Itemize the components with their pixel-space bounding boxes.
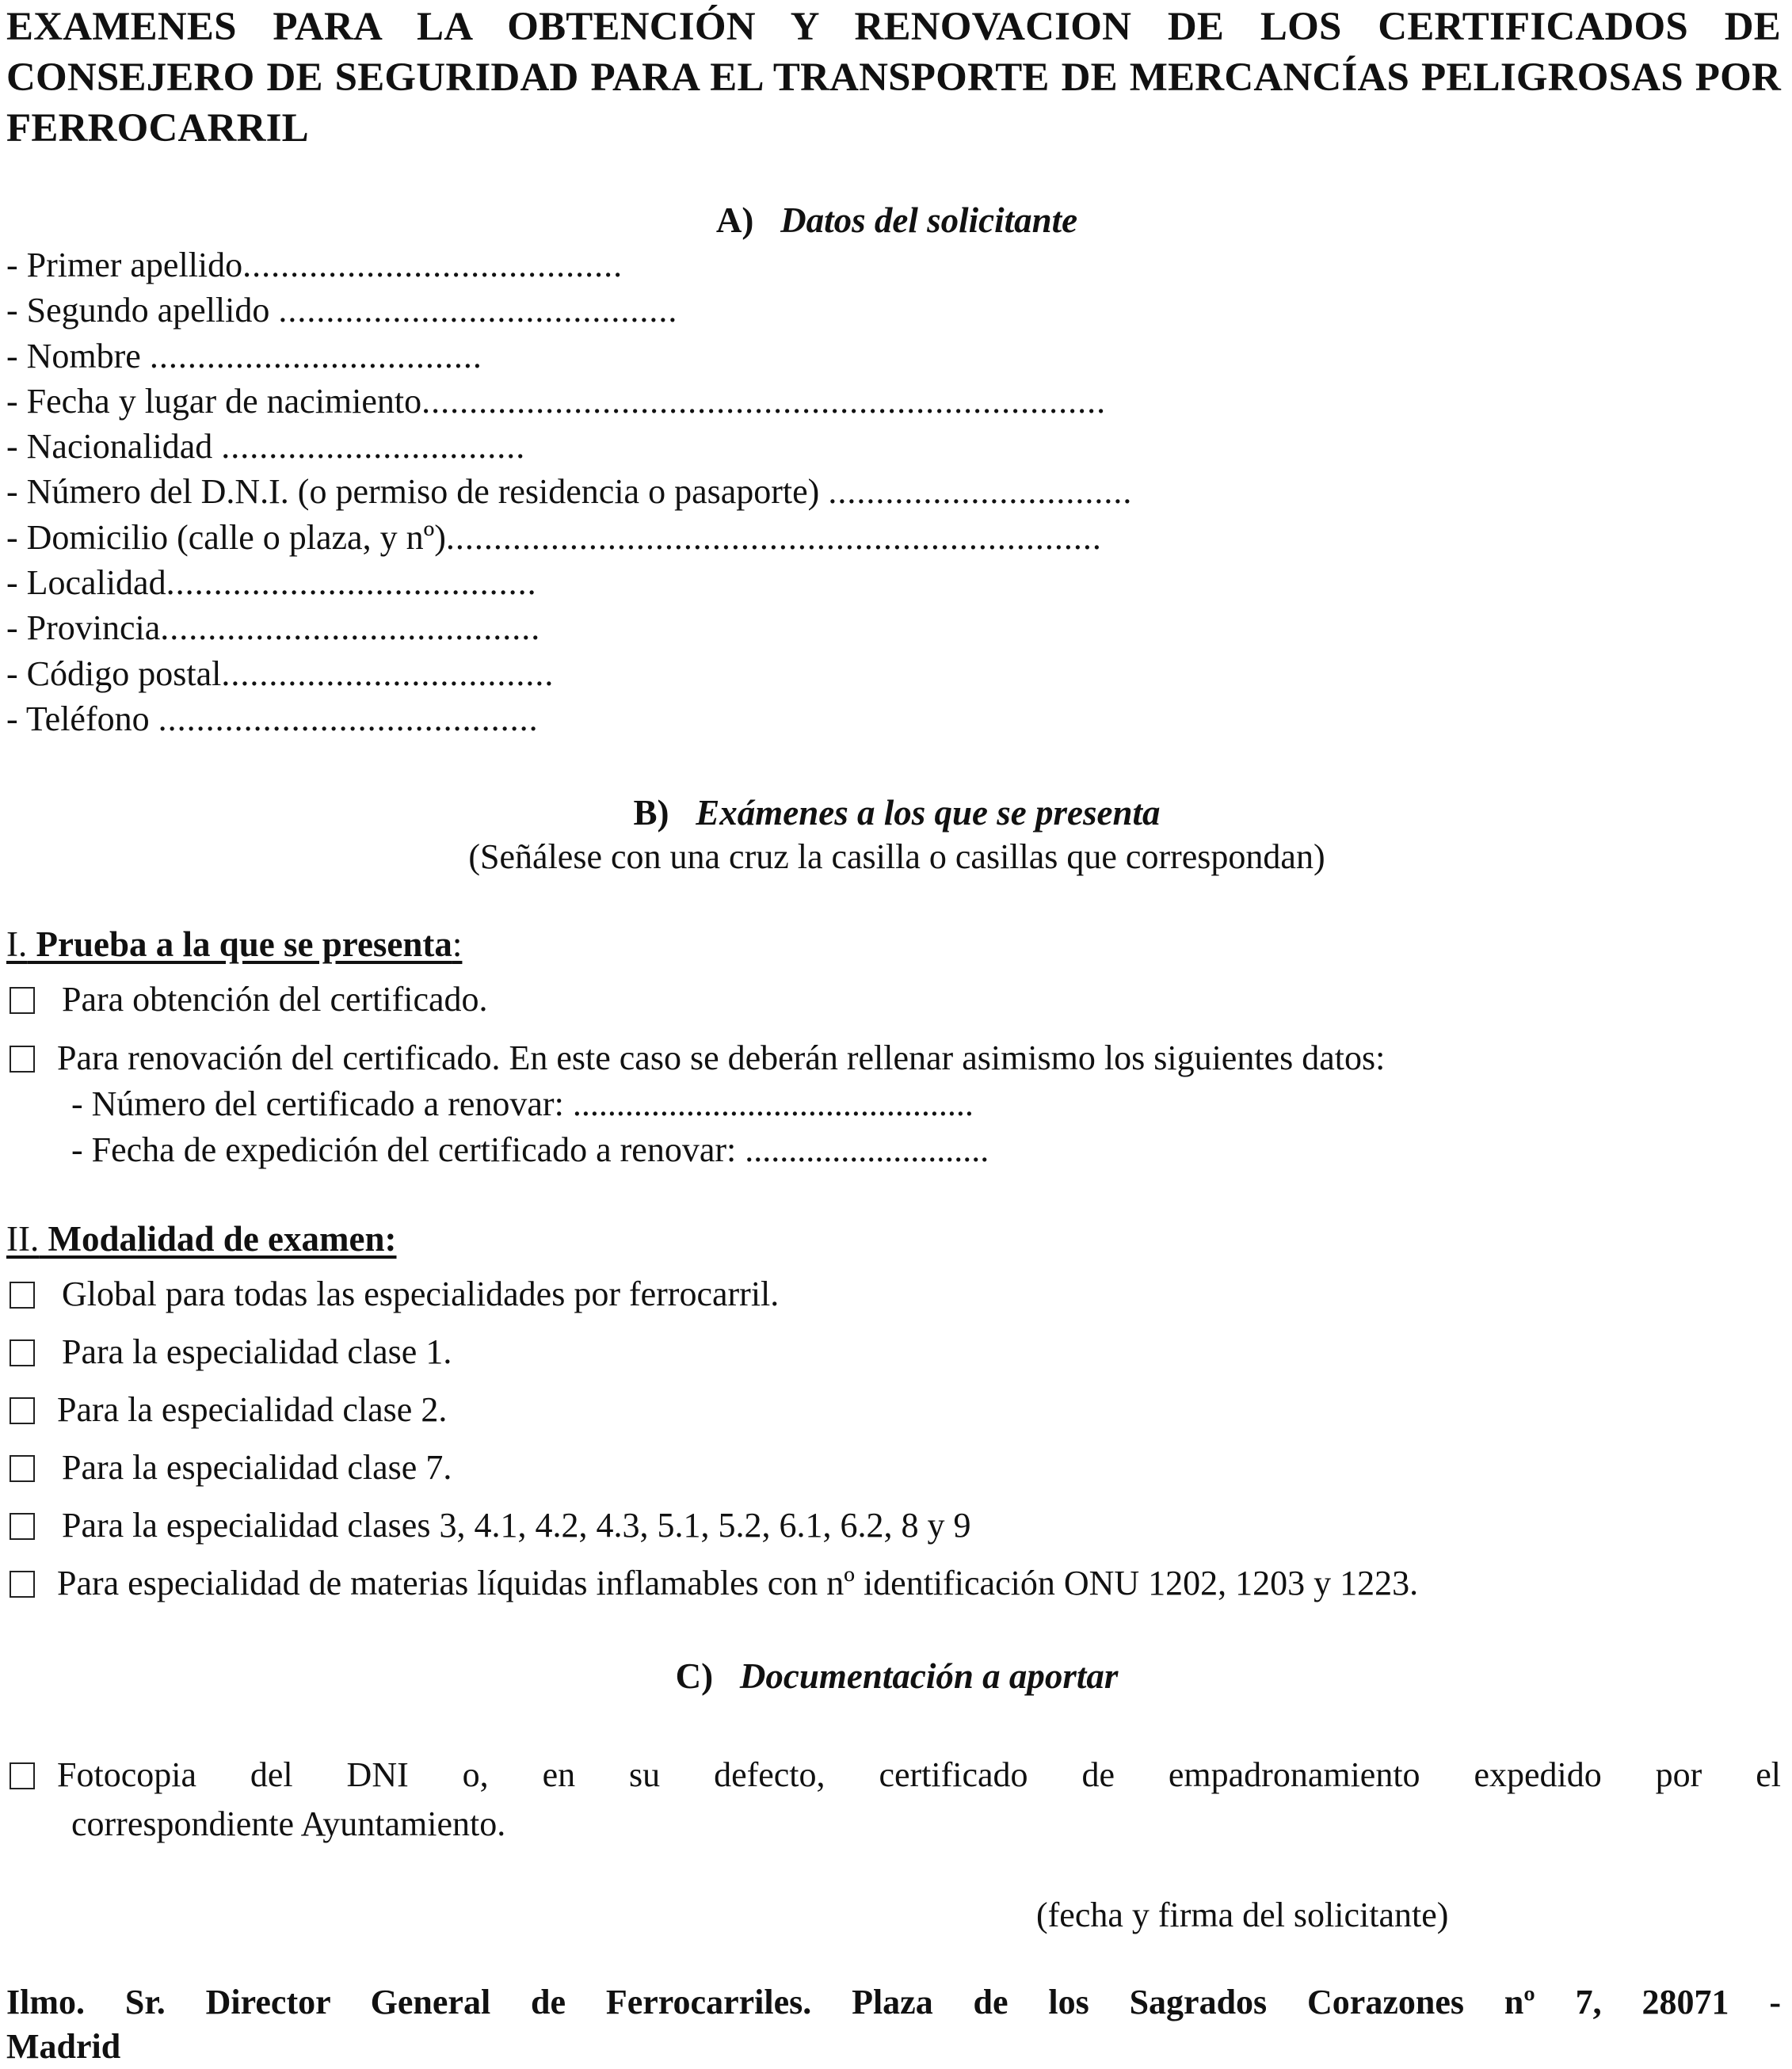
option-liquidos-inflamables[interactable] [6, 1561, 1418, 1606]
field-label: - Fecha de expedición del certificado a renovar: [71, 1130, 745, 1169]
option-line-2: correspondiente Ayuntamiento. [71, 1804, 506, 1843]
checkbox[interactable] [10, 987, 35, 1014]
option-label: Para la especialidad clase 2. [57, 1390, 448, 1429]
address-line-1: Ilmo. Sr. Director General de Ferrocarriles. Plaza de los Sagrados Corazones nº 7, 28071 - [6, 1983, 1781, 2021]
section-b-title: Exámenes a los que se presenta [696, 793, 1161, 833]
option-renovacion[interactable] [6, 1036, 1385, 1080]
field-label: - Nacionalidad [6, 427, 222, 467]
option-label: Para la especialidad clase 7. [62, 1448, 452, 1487]
field-localidad[interactable] [6, 560, 1132, 605]
part1-colon: : [452, 924, 463, 964]
fill-dots: ................................... [221, 653, 555, 693]
option-clase-7[interactable] [6, 1446, 452, 1490]
field-label: - Código postal [6, 653, 222, 693]
address-line-2: Madrid [6, 2027, 121, 2066]
option-label: Para la especialidad clases 3, 4.1, 4.2, 4.3, 5.1, 5.2, 6.1, 6.2, 8 y 9 [62, 1506, 971, 1545]
field-nombre[interactable] [6, 333, 1132, 379]
section-a-letter: A) [715, 200, 754, 240]
option-clase-2[interactable] [6, 1388, 447, 1432]
section-a-heading [6, 198, 1787, 242]
option-obtencion[interactable] [6, 977, 488, 1022]
field-fecha-expedicion[interactable] [71, 1128, 989, 1172]
field-label: - Nombre [6, 336, 150, 375]
checkbox[interactable] [10, 1282, 35, 1309]
fill-dots: ........................................ [242, 246, 623, 284]
section-b-letter: B) [633, 793, 669, 833]
part1-title: Prueba a la que se presenta [27, 924, 452, 964]
fill-dots: .......................................... [278, 291, 678, 330]
field-label: - Domicilio (calle o plaza, y nº) [6, 517, 446, 557]
checkbox[interactable] [10, 1513, 35, 1540]
field-provincia[interactable] [6, 605, 1132, 650]
checkbox[interactable] [10, 1046, 35, 1073]
fill-dots: ............................ [745, 1130, 989, 1169]
field-label: - Teléfono [6, 699, 158, 738]
address-block [6, 1980, 1781, 2069]
field-label: - Fecha y lugar de nacimiento [6, 381, 422, 421]
field-fecha-lugar-nacimiento[interactable] [6, 379, 1132, 424]
section-c-title: Documentación a aportar [739, 1656, 1119, 1696]
field-label: - Provincia [6, 608, 161, 648]
fill-dots: ....................................... [166, 563, 537, 603]
field-segundo-apellido[interactable] [6, 288, 1132, 333]
option-label: Para obtención del certificado. [62, 980, 488, 1019]
option-line-1 [6, 1751, 1781, 1800]
option-label: Global para todas las especialidades por ferrocarril. [62, 1275, 780, 1313]
fill-dots: .............................................. [572, 1084, 974, 1123]
field-numero-dni[interactable] [6, 469, 1132, 514]
field-primer-apellido[interactable] [6, 242, 1132, 288]
section-c-letter: C) [675, 1656, 714, 1696]
applicant-fields [6, 242, 1132, 741]
option-global[interactable] [6, 1272, 779, 1316]
fill-dots: ................................ [221, 427, 526, 467]
option-label: Para renovación del certificado. En este caso se deberán rellenar asimismo los siguientes datos: [57, 1038, 1386, 1077]
field-telefono[interactable] [6, 696, 1132, 741]
part2-heading [6, 1217, 397, 1261]
fill-dots: ........................................ [158, 699, 539, 738]
field-numero-certificado[interactable] [71, 1082, 974, 1126]
application-form [6, 0, 1787, 2064]
checkbox[interactable] [10, 1571, 35, 1598]
field-label: - Primer apellido [6, 246, 243, 284]
fill-dots: ..................................................................... [445, 517, 1102, 557]
checkbox[interactable] [10, 1397, 35, 1424]
field-label: - Número del D.N.I. (o permiso de residencia o pasaporte) [6, 472, 829, 512]
section-b-heading [6, 791, 1787, 835]
section-c-heading [6, 1654, 1787, 1698]
checkbox[interactable] [10, 1762, 35, 1789]
option-clase-1[interactable] [6, 1330, 452, 1374]
part1-roman: I. [6, 924, 28, 964]
option-fotocopia-dni[interactable] [6, 1751, 1781, 1849]
field-label: - Número del certificado a renovar: [71, 1084, 573, 1123]
field-label: - Segundo apellido [6, 291, 279, 330]
fill-dots: ................................... [149, 336, 482, 375]
field-nacionalidad[interactable] [6, 424, 1132, 469]
signature-caption: (fecha y firma del solicitante) [1036, 1896, 1449, 1934]
option-clases-varias[interactable] [6, 1503, 970, 1548]
checkbox[interactable] [10, 1339, 35, 1366]
section-a-title: Datos del solicitante [780, 200, 1078, 240]
fill-dots: ........................................................................ [421, 381, 1107, 421]
section-b-instruction: (Señálese con una cruz la casilla o casillas que correspondan) [468, 837, 1325, 876]
fill-dots: ........................................ [160, 608, 541, 648]
option-label: Fotocopia del DNI o, en su defecto, certificado de empadronamiento expedido por el [57, 1755, 1781, 1794]
part2-title: Modalidad de examen: [39, 1219, 397, 1259]
option-label: Para la especialidad clase 1. [62, 1332, 452, 1371]
field-domicilio[interactable] [6, 515, 1132, 560]
option-label: Para especialidad de materias líquidas inflamables con nº identificación ONU 1202, 1203 y 1223. [57, 1564, 1419, 1602]
checkbox[interactable] [10, 1455, 35, 1482]
field-codigo-postal[interactable] [6, 651, 1132, 696]
form-title: EXAMENES PARA LA OBTENCIÓN Y RENOVACION DE LOS CERTIFICADOS DE CONSEJERO DE SEGURIDAD PARA EL TRANSPORTE DE MERCANCÍAS PELIGROSAS POR FERROCARRIL [6, 5, 1781, 151]
part2-roman: II. [6, 1219, 40, 1259]
part1-heading [6, 922, 462, 966]
fill-dots: ................................ [828, 472, 1133, 512]
field-label: - Localidad [6, 563, 166, 603]
